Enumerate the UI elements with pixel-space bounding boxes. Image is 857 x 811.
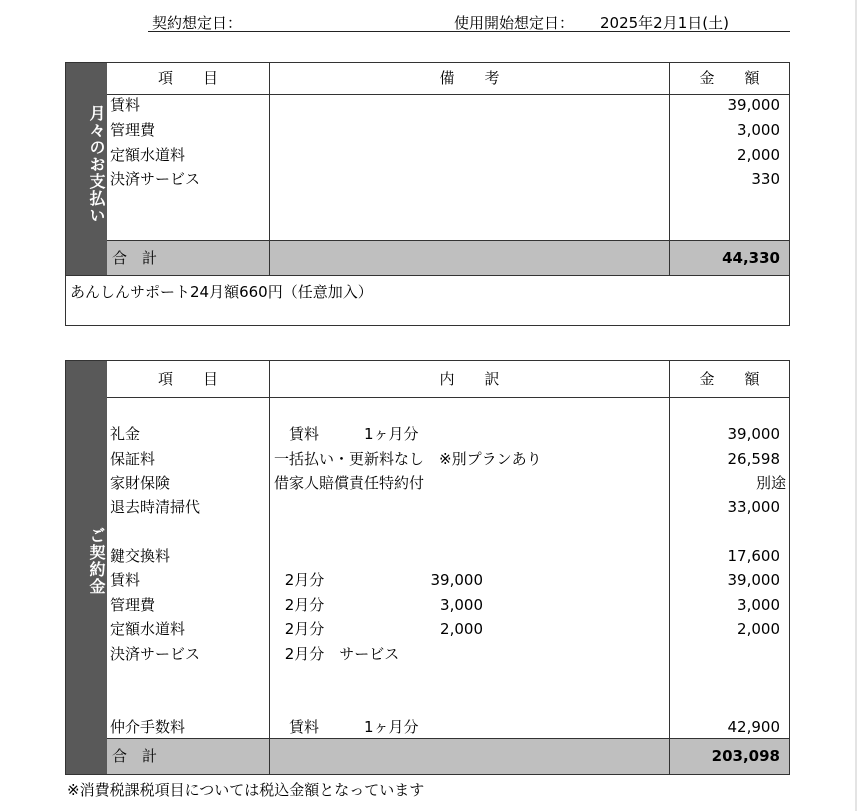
contract-item-amount: 2,000	[737, 620, 780, 638]
contract-item-detail-value: 3,000	[440, 596, 483, 614]
col-header-item: 項 目	[157, 370, 218, 388]
monthly-side-label: 月々のお支払い	[87, 105, 106, 224]
contract-item-amount: 33,000	[727, 498, 780, 516]
contract-item-name: 保証料	[110, 450, 156, 468]
monthly-total-label: 合 計	[112, 249, 158, 267]
contract-item-name: 家財保険	[110, 474, 171, 492]
contract-item-name: 礼金	[110, 425, 141, 443]
divider	[669, 361, 670, 774]
start-date-label: 使用開始想定日：	[454, 14, 575, 32]
divider	[107, 240, 789, 241]
monthly-item-name: 賃料	[110, 96, 141, 114]
contract-item-detail: 賃料 1ヶ月分	[274, 425, 419, 443]
divider	[107, 738, 789, 739]
contract-item-detail-value: 39,000	[430, 571, 483, 589]
contract-item-name: 退去時清掃代	[110, 498, 201, 516]
monthly-total-background	[107, 240, 789, 275]
contract-item-detail: 賃料 1ヶ月分	[274, 718, 419, 736]
contract-side-label: ご契約金	[87, 527, 106, 595]
contract-item-detail: 2月分 サービス	[280, 645, 400, 663]
contract-item-detail: 一括払い・更新料なし ※別プランあり	[274, 450, 542, 468]
contract-total-amount: 203,098	[711, 747, 780, 765]
contract-item-detail: 2月分	[280, 571, 325, 589]
monthly-payment-table	[65, 62, 790, 276]
col-header-note: 備 考	[439, 69, 500, 87]
header-line	[148, 9, 790, 32]
contract-item-detail: 借家人賠償責任特約付	[274, 474, 425, 492]
monthly-item-name: 決済サービス	[110, 170, 201, 188]
contract-item-name: 鍵交換料	[110, 547, 171, 565]
contract-total-background	[107, 738, 789, 774]
contract-item-detail-value: 2,000	[440, 620, 483, 638]
col-header-detail: 内 訳	[439, 370, 500, 388]
contract-item-amount: 別途	[755, 474, 786, 492]
col-header-amount: 金 額	[699, 370, 760, 388]
contract-item-amount: 3,000	[737, 596, 780, 614]
footer-note: ※消費税課税項目については税込金額となっています	[67, 781, 425, 799]
divider	[107, 94, 789, 95]
contract-item-amount: 39,000	[727, 571, 780, 589]
monthly-item-name: 管理費	[110, 121, 156, 139]
monthly-total-amount: 44,330	[722, 249, 780, 267]
contract-item-amount: 39,000	[727, 425, 780, 443]
contract-item-name: 仲介手数料	[110, 718, 186, 736]
contract-fee-table	[65, 360, 790, 775]
monthly-side-panel	[66, 63, 107, 275]
contract-item-amount: 42,900	[727, 718, 780, 736]
contract-side-panel	[66, 361, 107, 774]
contract-item-detail: 2月分	[280, 620, 325, 638]
start-date-value: 2025年2月1日(土)	[600, 14, 729, 32]
monthly-item-amount: 39,000	[727, 96, 780, 114]
monthly-item-name: 定額水道料	[110, 146, 186, 164]
monthly-item-amount: 3,000	[737, 121, 780, 139]
monthly-footnote-box	[65, 275, 790, 326]
contract-total-label: 合 計	[112, 747, 158, 765]
col-header-item: 項 目	[157, 69, 218, 87]
divider	[107, 397, 789, 398]
monthly-footnote: あんしんサポート24月額660円（任意加入）	[70, 283, 373, 301]
col-header-amount: 金 額	[699, 69, 760, 87]
contract-item-name: 定額水道料	[110, 620, 186, 638]
contract-item-name: 決済サービス	[110, 645, 201, 663]
contract-item-name: 賃料	[110, 571, 141, 589]
monthly-item-amount: 2,000	[737, 146, 780, 164]
contract-date-label: 契約想定日：	[152, 14, 243, 32]
contract-item-amount: 26,598	[727, 450, 780, 468]
contract-item-detail: 2月分	[280, 596, 325, 614]
contract-item-amount: 17,600	[727, 547, 780, 565]
contract-item-name: 管理費	[110, 596, 156, 614]
divider	[269, 361, 270, 774]
monthly-item-amount: 330	[751, 170, 780, 188]
